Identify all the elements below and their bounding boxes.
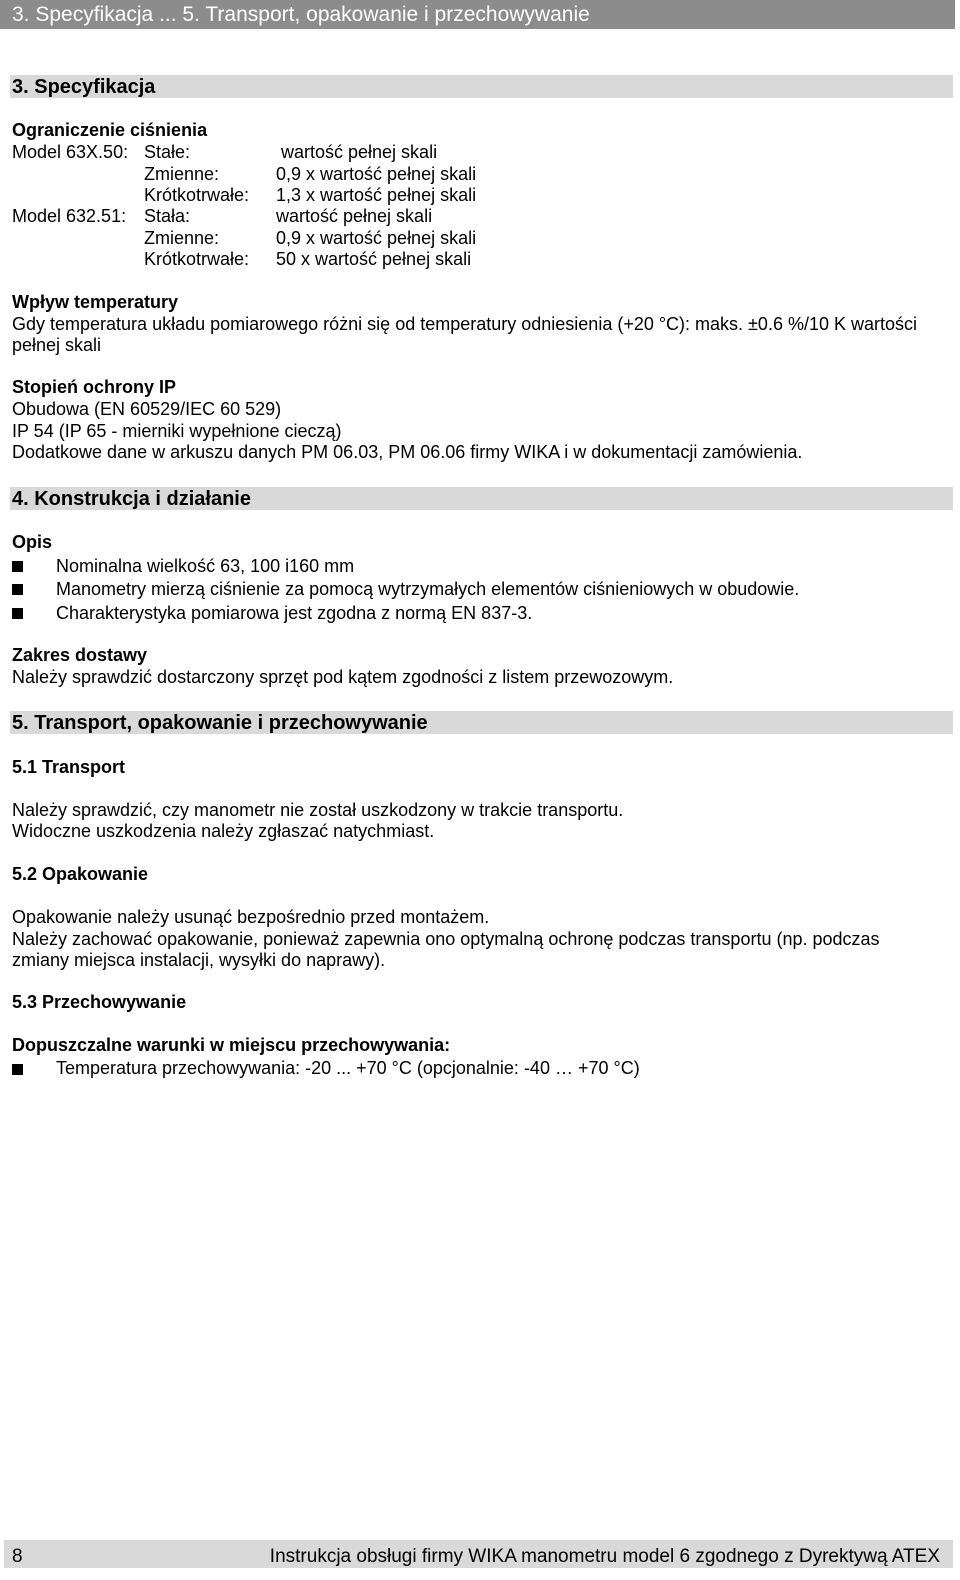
table-cell-value: 0,9 x wartość pełnej skali — [276, 164, 477, 184]
temperature-heading: Wpływ temperatury — [12, 292, 179, 312]
square-bullet-icon — [12, 608, 23, 619]
storage-conditions-heading: Dopuszczalne warunki w miejscu przechowywania: — [12, 1035, 451, 1055]
temperature-text: Gdy temperatura układu pomiarowego różni się od temperatury odniesienia (+20 °C): maks. ±0.6 %/10 K wartości — [12, 314, 918, 334]
section-5-title: 5. Transport, opakowanie i przechowywanie — [10, 711, 953, 734]
table-cell-model: Model 63X.50: — [12, 142, 129, 162]
transport-heading: 5.1 Transport — [12, 757, 126, 777]
delivery-heading: Zakres dostawy — [12, 645, 148, 665]
square-bullet-icon — [12, 584, 23, 595]
page-number: 8 — [12, 1546, 23, 1567]
ip-text: Obudowa (EN 60529/IEC 60 529) — [12, 399, 282, 419]
temperature-text: pełnej skali — [12, 335, 102, 355]
table-cell-kind: Stałe: — [144, 142, 191, 162]
packing-heading: 5.2 Opakowanie — [12, 864, 149, 884]
square-bullet-icon — [12, 561, 23, 572]
packing-text: zmiany miejsca instalacji, wysyłki do naprawy). — [12, 950, 386, 970]
section-4-title: 4. Konstrukcja i działanie — [10, 487, 953, 510]
transport-text: Widoczne uszkodzenia należy zgłaszać natychmiast. — [12, 821, 435, 841]
description-heading: Opis — [12, 532, 53, 552]
section-3-title: 3. Specyfikacja — [10, 75, 953, 98]
table-cell-value: 0,9 x wartość pełnej skali — [276, 228, 477, 248]
packing-text: Należy zachować opakowanie, ponieważ zapewnia ono optymalną ochronę podczas transportu (np. podczas — [12, 929, 880, 949]
list-item-text: Temperatura przechowywania: -20 ... +70 °C (opcjonalnie: -40 … +70 °C) — [56, 1058, 640, 1078]
table-cell-value: 1,3 x wartość pełnej skali — [276, 185, 477, 205]
ip-text: IP 54 (IP 65 - mierniki wypełnione cieczą) — [12, 421, 342, 441]
ip-text: Dodatkowe dane w arkuszu danych PM 06.03, PM 06.06 firmy WIKA i w dokumentacji zamówienia. — [12, 442, 803, 462]
storage-heading: 5.3 Przechowywanie — [12, 992, 187, 1012]
table-cell-kind: Stała: — [144, 206, 191, 226]
pressure-limit-heading: Ograniczenie ciśnienia — [12, 120, 208, 140]
packing-text: Opakowanie należy usunąć bezpośrednio przed montażem. — [12, 907, 490, 927]
table-cell-kind: Krótkotrwałe: — [144, 185, 250, 205]
page-header: 3. Specyfikacja ... 5. Transport, opakowanie i przechowywanie — [0, 0, 955, 29]
table-cell-value: wartość pełnej skali — [281, 142, 438, 162]
footer-text: Instrukcja obsługi firmy WIKA manometru model 6 zgodnego z Dyrektywą ATEX — [269, 1546, 940, 1567]
list-item-text: Nominalna wielkość 63, 100 i160 mm — [56, 556, 355, 576]
list-item-text: Manometry mierzą ciśnienie za pomocą wytrzymałych elementów ciśnieniowych w obudowie. — [56, 579, 800, 599]
delivery-text: Należy sprawdzić dostarczony sprzęt pod kątem zgodności z listem przewozowym. — [12, 667, 674, 687]
table-cell-kind: Zmienne: — [144, 164, 220, 184]
square-bullet-icon — [12, 1064, 23, 1075]
table-cell-value: wartość pełnej skali — [276, 206, 433, 226]
table-cell-kind: Krótkotrwałe: — [144, 249, 250, 269]
table-cell-value: 50 x wartość pełnej skali — [276, 249, 472, 269]
table-cell-model: Model 632.51: — [12, 206, 127, 226]
table-cell-kind: Zmienne: — [144, 228, 220, 248]
list-item-text: Charakterystyka pomiarowa jest zgodna z normą EN 837-3. — [56, 603, 533, 623]
transport-text: Należy sprawdzić, czy manometr nie został uszkodzony w trakcie transportu. — [12, 800, 624, 820]
ip-heading: Stopień ochrony IP — [12, 377, 177, 397]
